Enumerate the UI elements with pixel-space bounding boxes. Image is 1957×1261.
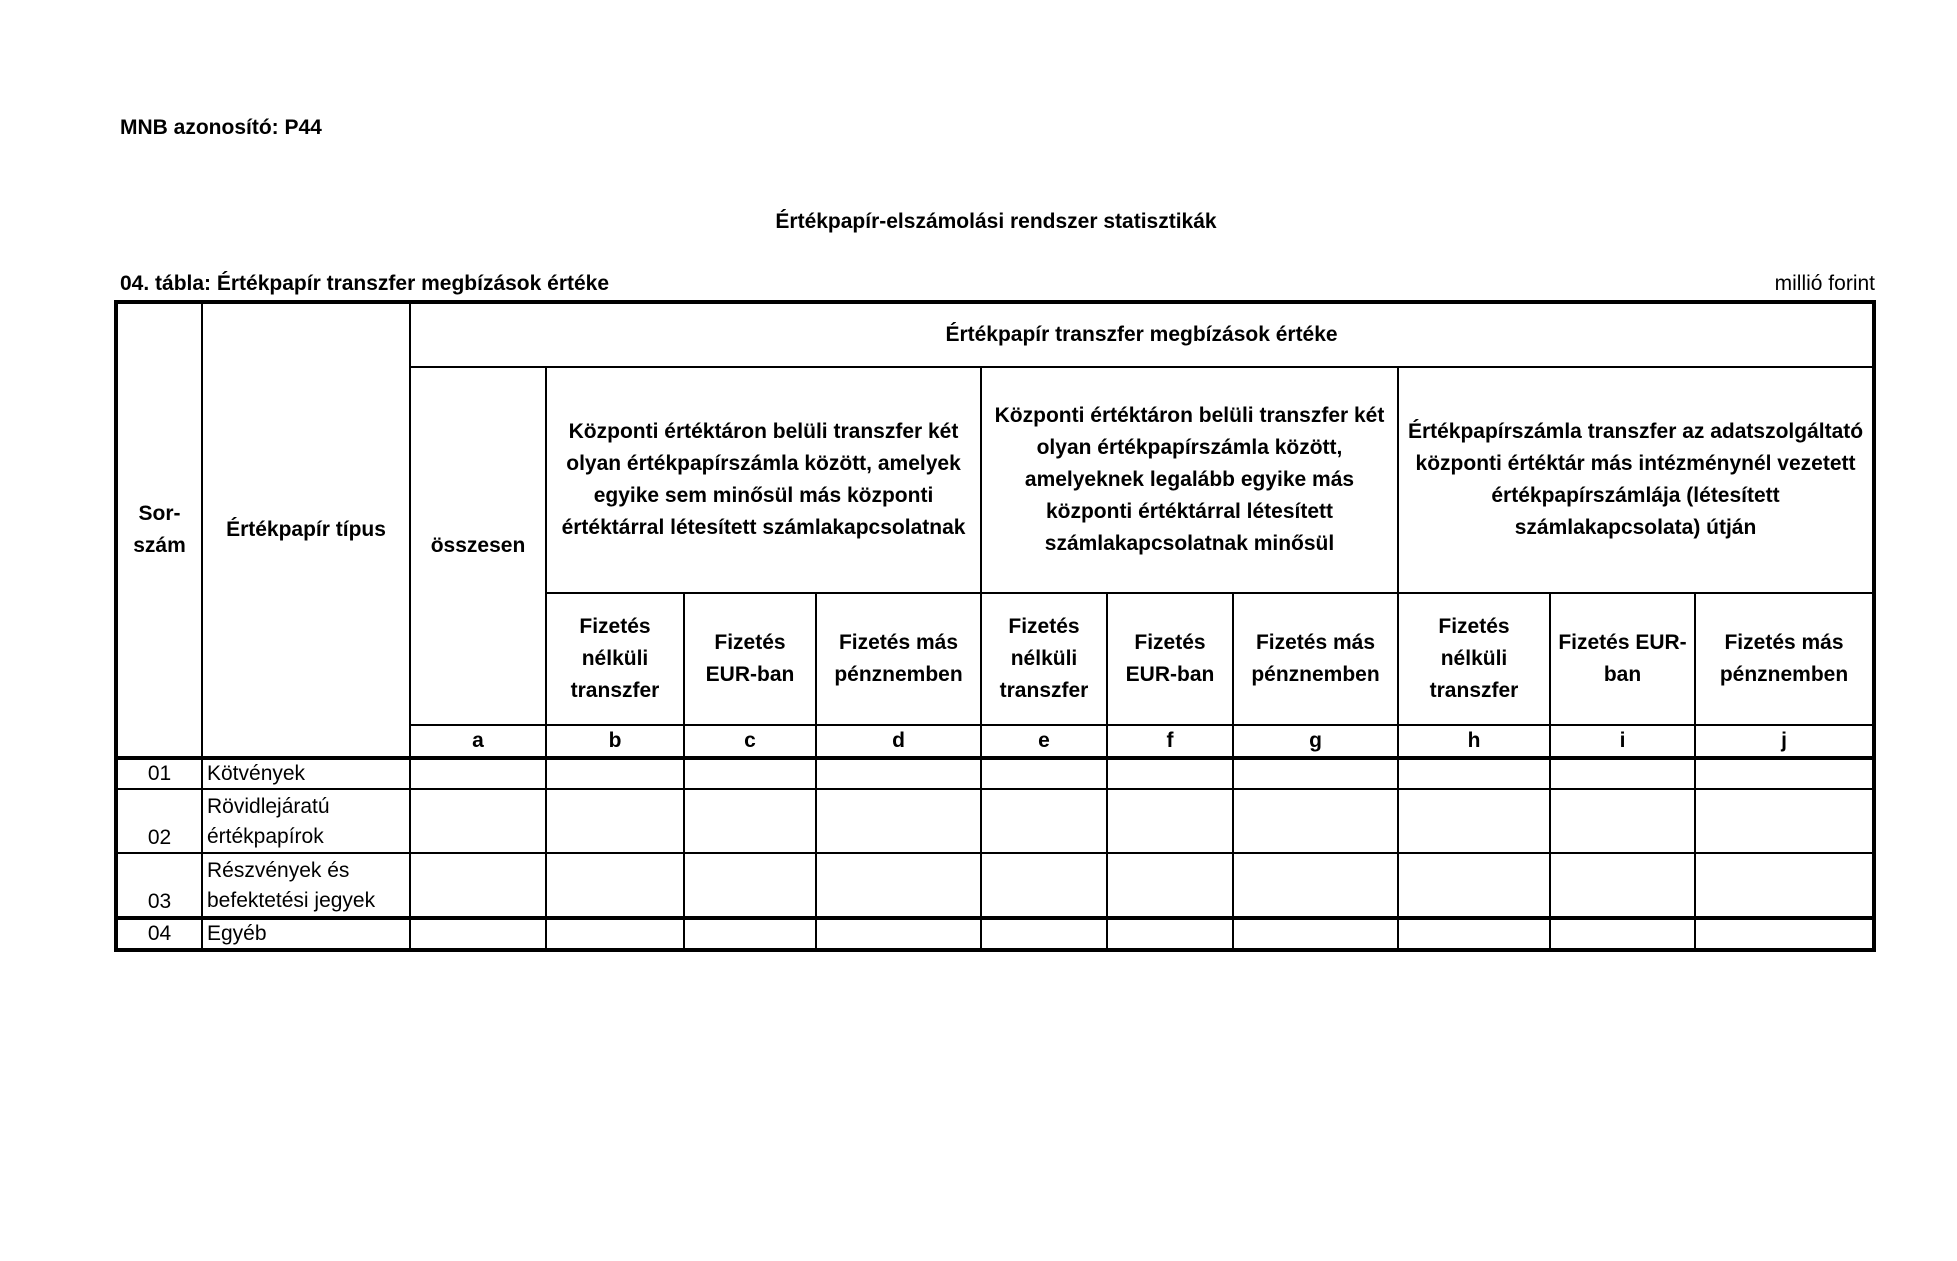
cell-e[interactable] <box>981 758 1107 789</box>
cell-b[interactable] <box>546 758 684 789</box>
cell-h[interactable] <box>1398 789 1550 853</box>
cell-d[interactable] <box>816 758 981 789</box>
header-b-free: Fizetés nélküli transzfer <box>546 593 684 725</box>
cell-i[interactable] <box>1550 789 1695 853</box>
cell-i[interactable] <box>1550 758 1695 789</box>
col-letter-i: i <box>1550 725 1695 758</box>
table-row <box>116 789 1874 853</box>
header-sorszam <box>116 302 202 758</box>
row-number: 04 <box>116 918 202 950</box>
header-d-other: Fizetés más pénznemben <box>816 593 981 725</box>
cell-e[interactable] <box>981 853 1107 918</box>
cell-b[interactable] <box>546 918 684 950</box>
cell-e[interactable] <box>981 918 1107 950</box>
row-label-line: értékpapírok <box>207 825 324 848</box>
row-number: 02 <box>116 789 202 853</box>
row-label: Kötvények <box>202 758 410 789</box>
col-letter-j: j <box>1695 725 1874 758</box>
row-label-line: Rövidlejáratú <box>207 795 330 818</box>
table-row <box>116 758 1874 789</box>
row-label-line: befektetési jegyek <box>207 889 376 912</box>
table-caption: 04. tábla: Értékpapír transzfer megbízások értéke <box>120 272 610 295</box>
unit-label: millió forint <box>1774 272 1875 295</box>
header-group-3: Értékpapírszámla transzfer az adatszolgáltató központi értéktár más intézménynél vezetett értékpapírszámlája (létesített számlakapcsolata) útján <box>1398 367 1874 593</box>
row-label <box>202 789 410 853</box>
cell-b[interactable] <box>546 789 684 853</box>
cell-h[interactable] <box>1398 853 1550 918</box>
cell-h[interactable] <box>1398 758 1550 789</box>
cell-d[interactable] <box>816 853 981 918</box>
col-letter-h: h <box>1398 725 1550 758</box>
cell-j[interactable] <box>1695 758 1874 789</box>
table-row <box>116 918 1874 950</box>
header-e-free: Fizetés nélküli transzfer <box>981 593 1107 725</box>
cell-c[interactable] <box>684 918 816 950</box>
header-g-other: Fizetés más pénznemben <box>1233 593 1398 725</box>
col-letter-c: c <box>684 725 816 758</box>
header-j-other: Fizetés más pénznemben <box>1695 593 1874 725</box>
cell-a[interactable] <box>410 789 546 853</box>
cell-a[interactable] <box>410 758 546 789</box>
cell-i[interactable] <box>1550 853 1695 918</box>
col-letter-b: b <box>546 725 684 758</box>
header-h-free: Fizetés nélküli transzfer <box>1398 593 1550 725</box>
col-letter-f: f <box>1107 725 1233 758</box>
header-type: Értékpapír típus <box>202 302 410 758</box>
cell-f[interactable] <box>1107 789 1233 853</box>
col-letter-e: e <box>981 725 1107 758</box>
table-row <box>116 853 1874 918</box>
cell-h[interactable] <box>1398 918 1550 950</box>
cell-e[interactable] <box>981 789 1107 853</box>
header-sorszam-label: Sor-szám <box>133 502 186 557</box>
cell-d[interactable] <box>816 789 981 853</box>
cell-c[interactable] <box>684 853 816 918</box>
header-group-2: Központi értéktáron belüli transzfer két olyan értékpapírszámla között, amelyeknek legalább egyike más központi értéktárral létesített számlakapcsolatnak minősül <box>981 367 1398 593</box>
col-letter-a: a <box>410 725 546 758</box>
header-group-main: Értékpapír transzfer megbízások értéke <box>410 302 1874 367</box>
document-title: Értékpapír-elszámolási rendszer statisztikák <box>775 210 1217 233</box>
cell-i[interactable] <box>1550 918 1695 950</box>
cell-j[interactable] <box>1695 853 1874 918</box>
row-label: Egyéb <box>202 918 410 950</box>
cell-b[interactable] <box>546 853 684 918</box>
header-f-eur: Fizetés EUR-ban <box>1107 593 1233 725</box>
col-letter-d: d <box>816 725 981 758</box>
col-letter-g: g <box>1233 725 1398 758</box>
cell-d[interactable] <box>816 918 981 950</box>
cell-c[interactable] <box>684 758 816 789</box>
cell-g[interactable] <box>1233 789 1398 853</box>
cell-a[interactable] <box>410 918 546 950</box>
cell-g[interactable] <box>1233 853 1398 918</box>
cell-f[interactable] <box>1107 918 1233 950</box>
cell-f[interactable] <box>1107 758 1233 789</box>
cell-c[interactable] <box>684 789 816 853</box>
cell-g[interactable] <box>1233 918 1398 950</box>
header-row-main <box>116 302 1874 367</box>
header-total: összesen <box>410 367 546 725</box>
row-label-line: Részvények és <box>207 859 350 882</box>
header-group-1: Központi értéktáron belüli transzfer két olyan értékpapírszámla között, amelyek egyike sem minősül más központi értéktárral létesített számlakapcsolatnak <box>546 367 981 593</box>
mnb-identifier: MNB azonosító: P44 <box>120 116 322 139</box>
cell-f[interactable] <box>1107 853 1233 918</box>
report-table <box>114 300 1876 952</box>
header-i-eur: Fizetés EUR-ban <box>1550 593 1695 725</box>
row-number: 01 <box>116 758 202 789</box>
cell-j[interactable] <box>1695 789 1874 853</box>
row-label <box>202 853 410 918</box>
header-c-eur: Fizetés EUR-ban <box>684 593 816 725</box>
cell-a[interactable] <box>410 853 546 918</box>
row-number: 03 <box>116 853 202 918</box>
cell-j[interactable] <box>1695 918 1874 950</box>
cell-g[interactable] <box>1233 758 1398 789</box>
